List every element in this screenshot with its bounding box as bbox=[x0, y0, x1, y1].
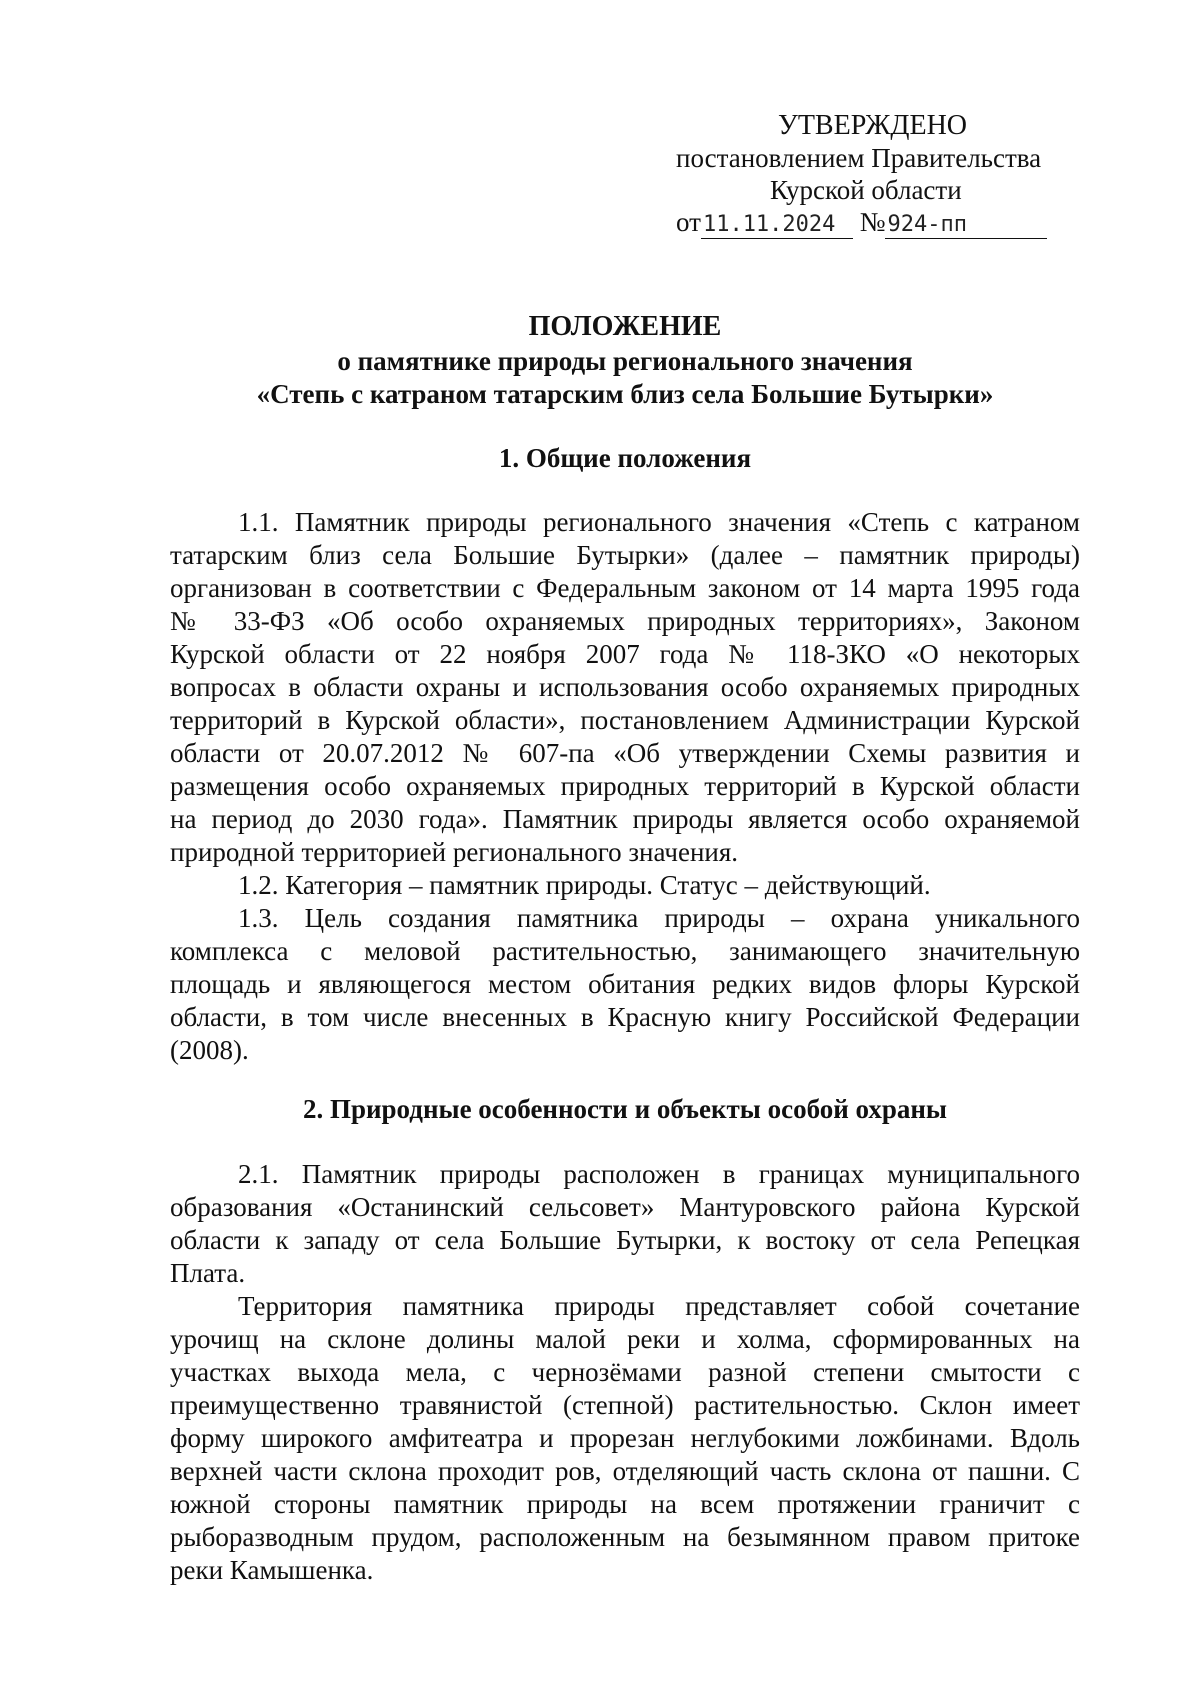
paragraph-line: (2008). bbox=[170, 1035, 249, 1065]
paragraph-line: территорий в Курской области», постановлением Администрации Курской bbox=[170, 705, 1080, 735]
number-prefix: № bbox=[859, 207, 886, 237]
paragraph-line: участках выхода мела, с чернозёмами разной степени смытости с bbox=[170, 1357, 1080, 1387]
paragraph-line: преимущественно травянистой (степной) растительностью. Склон имеет bbox=[170, 1390, 1080, 1420]
paragraph-line: урочищ на склоне долины малой реки и холма, сформированных на bbox=[170, 1324, 1080, 1354]
date-prefix: от bbox=[676, 207, 701, 237]
paragraph-line: № 33-ФЗ «Об особо охраняемых природных территориях», Законом bbox=[170, 606, 1080, 636]
approval-number: 924-пп bbox=[885, 212, 1047, 239]
paragraph-line: верхней части склона проходит ров, отделяющий часть склона от пашни. С bbox=[170, 1456, 1080, 1486]
approved-label: УТВЕРЖДЕНО bbox=[778, 110, 968, 141]
document-title: ПОЛОЖЕНИЕ bbox=[528, 311, 722, 342]
paragraph-line: южной стороны памятник природы на всем протяжении граничит с bbox=[170, 1489, 1080, 1519]
paragraph-line: области от 20.07.2012 № 607-па «Об утверждении Схемы развития и bbox=[170, 738, 1080, 768]
paragraph-line: татарским близ села Большие Бутырки» (далее – памятник природы) bbox=[170, 540, 1080, 570]
paragraph-line: площадь и являющегося местом обитания редких видов флоры Курской bbox=[170, 969, 1080, 999]
paragraph-line: области, в том числе внесенных в Красную книгу Российской Федерации bbox=[170, 1002, 1080, 1032]
paragraph-line: 1.3. Цель создания памятника природы – охрана уникального bbox=[238, 903, 1080, 933]
paragraph-2-2 bbox=[170, 1290, 1080, 1587]
paragraph-line: образования «Останинский сельсовет» Мантуровского района Курской bbox=[170, 1192, 1080, 1222]
paragraph-line: организован в соответствии с Федеральным законом от 14 марта 1995 года bbox=[170, 573, 1080, 603]
paragraph-line: реки Камышенка. bbox=[170, 1555, 374, 1585]
paragraph-line: размещения особо охраняемых природных территорий в Курской области bbox=[170, 771, 1080, 801]
paragraph-line: вопросах в области охраны и использования особо охраняемых природных bbox=[170, 672, 1080, 702]
paragraph-line: 2.1. Памятник природы расположен в границах муниципального bbox=[238, 1159, 1080, 1189]
paragraph-1-3 bbox=[170, 902, 1080, 1067]
approved-region: Курской области bbox=[770, 175, 962, 205]
paragraph-line: Курской области от 22 ноября 2007 года № 118-ЗКО «О некоторых bbox=[170, 639, 1080, 669]
document-subtitle-1: о памятнике природы регионального значения bbox=[337, 346, 913, 376]
paragraph-line: комплекса с меловой растительностью, занимающего значительную bbox=[170, 936, 1080, 966]
paragraph-1-2 bbox=[170, 869, 1080, 902]
paragraph-line: на период до 2030 года». Памятник природы является особо охраняемой bbox=[170, 804, 1080, 834]
paragraph-line: 1.1. Памятник природы регионального значения «Степь с катраном bbox=[238, 507, 1080, 537]
paragraph-line: форму широкого амфитеатра и прорезан неглубокими ложбинами. Вдоль bbox=[170, 1423, 1080, 1453]
section-2-heading: 2. Природные особенности и объекты особой охраны bbox=[302, 1094, 948, 1124]
paragraph-1-1 bbox=[170, 506, 1080, 869]
paragraph-line: Плата. bbox=[170, 1258, 246, 1288]
approval-date: 11.11.2024 bbox=[701, 212, 853, 239]
approval-date-number bbox=[676, 206, 1076, 239]
paragraph-line: 1.2. Категория – памятник природы. Статус – действующий. bbox=[238, 870, 931, 900]
paragraph-line: рыборазводным прудом, расположенным на безымянном правом притоке bbox=[170, 1522, 1080, 1552]
paragraph-line: природной территорией регионального значения. bbox=[170, 837, 739, 867]
paragraph-line: Территория памятника природы представляет собой сочетание bbox=[238, 1291, 1080, 1321]
paragraph-line: области к западу от села Большие Бутырки, к востоку от села Репецкая bbox=[170, 1225, 1080, 1255]
section-1-heading: 1. Общие положения bbox=[498, 443, 752, 473]
paragraph-2-1 bbox=[170, 1158, 1080, 1290]
approved-by: постановлением Правительства bbox=[676, 143, 1042, 173]
approval-stamp-block bbox=[676, 110, 1076, 239]
document-subtitle-2: «Степь с катраном татарским близ села Большие Бутырки» bbox=[256, 379, 994, 409]
